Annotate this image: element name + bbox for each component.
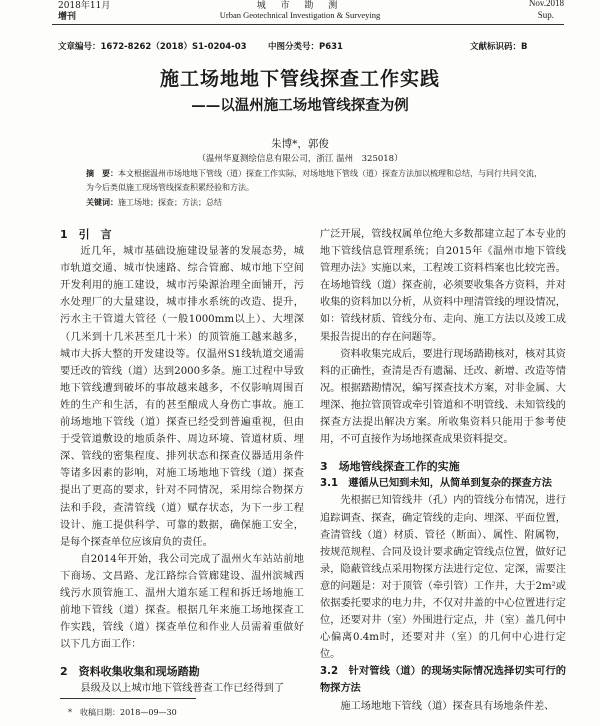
paragraph: 施工场地地下管线（道）探查具有场地条件差、 — [340, 700, 555, 712]
keywords-text: 施工场地；探查；方法；总结 — [118, 198, 222, 207]
abstract — [86, 167, 546, 195]
article-number: 文章编号：1672-8262（2018）S1-0204-03 — [58, 42, 247, 52]
clc-number: 中图分类号：P631 — [268, 42, 343, 52]
authors: 朱博*，郭俊 — [271, 138, 329, 150]
journal-english-title: Urban Geotechnical Investigation & Surveying — [219, 10, 381, 20]
header-date: 2018年11月 — [58, 1, 111, 11]
paragraph: 县级及以上城市地下管线普查工作已经得到了 — [80, 683, 285, 695]
paragraph: 资料收集完成后，要进行现场踏勘核对，核对其资料的正确性，查清是否有遗漏、迁改、新增、改造等情况。根据踏勘情况，编写探查技术方案，对非金属、大埋深、拖拉管顶管或牵引管道和不明管线、未知管线的探查方法提出解决方案。所收集资料只能用于参考使用，不可直接作为场地探查成果资料提交。 — [320, 348, 566, 446]
header-date-en: Nov.2018 — [528, 0, 564, 8]
received-date-footnote: * 收稿日期：2018—09—30 — [68, 708, 177, 717]
abstract-label: 摘 要： — [86, 169, 118, 178]
paragraph: 自2014年开始，我公司完成了温州火车站站前地下商场、文昌路、龙江路综合管廊建设、温州滨城西线污水顶管施工、温州大道东延工程和拆迁场地施工前地下管线（道）探查。根据几年来施工场地探查工作实践，管线（道）探查单位和作业人员需着重做好以下几方面工作： — [60, 553, 304, 651]
keywords-label: 关键词： — [86, 198, 118, 207]
paragraph: 广泛开展，管线权属单位绝大多数都建立起了本专业的地下管线信息管理系统；自2015年《温州市地下管线管理办法》实施以来，工程竣工资料档案也比较完善。在场地管线（道）探查前，必须要收集各方资料，并对收集的资料加以分析，从资料中理清管线的埋设情况，如：管线材质、管线分布、走向、施工方法以及竣工成果报告提出的存在问题等。 — [320, 229, 566, 343]
footnote-rule — [60, 698, 196, 699]
right-column — [320, 226, 566, 715]
keywords — [86, 197, 546, 208]
subsection-3-2-heading: 3.2 针对管线（道）的现场实际情况选择切实可行的物探方法 — [320, 666, 566, 695]
section-3-heading: 3 场地管线探查工作的实施 — [320, 460, 460, 474]
section-1-heading: 1 引 言 — [60, 228, 112, 241]
section-2-heading: 2 资料收集收集和现场踏勘 — [60, 665, 200, 679]
affiliation: （温州华夏测绘信息有限公司，浙江 温州 325018） — [197, 154, 403, 164]
header-rule — [52, 24, 564, 25]
header-issue-en: Sup. — [537, 10, 554, 20]
journal-title: 城 市 勘 测 — [256, 1, 344, 11]
header-issue: 增刊 — [58, 12, 77, 22]
paragraph: 先根据已知管线井（孔）内的管线分布情况，进行追踪调查、探查，确定管线的走向、埋深、平面位置，查清管线（道）材质、管径（断面）、属性、附属物，按规范规程、合同及设计要求确定管线点位置，做好记录，隐蔽管线点采用物探方法进行定位、定深，需要注意的问题是：对于顶管（牵引管）工作井，大于2m²或依据委托要求的电力井，不仅对井盖的中心位置进行定位，还要对井（室）外围进行定点，井（室）盖几何中心偏离0.4m时，还要对井（室）的几何中心进行定位。 — [320, 495, 566, 661]
paper-title: 施工场地地下管线探查工作实践 — [159, 68, 440, 90]
paper-subtitle: ——以温州施工场地管线探查为例 — [191, 97, 409, 114]
abstract-text: 本文根据温州市场地地下管线（道）探查工作实际，对场地地下管线（道）探查方法加以梳理和总结，与同行共同交流，为今后类似施工现场管线探查积累经验和方法。 — [86, 169, 542, 192]
paragraph: 近几年，城市基础设施建设显著的发展态势，城市轨道交通、城市快速路、综合管廊、城市地下空间开发利用的施工建设，城市污染源治理全面铺开，污水处理厂的大量建设，城市排水系统的改造、提升，污水主干管道大管径（一般1000mm以上）、大埋深（几米到十几米甚至几十米）的顶管施工越来越多，城市大拆大整的开发建设等。仅温州S1线轨道交通需要迁改的管线（道）达到2000多条。施工过程中导致地下管线遭到破坏的事故越来越多，不仅影响周围百姓的生产和生活，有的甚至酿成人身伤亡事故。施工前场地地下管线（道）探查已经受到普遍重视，但由于受管道敷设的地质条件、周边环境、管道材质、埋深、管线的密集程度、排列状态和探查仪器适用条件等诸多因素的影响，对施工场地地下管线（道）探查提出了更高的要求，针对不同情况，采用综合物探方法和手段，查清管线（道）赋存状态，为下一步工程设计、施工提供科学、可靠的数据，确保施工安全，是每个探查单位应该肩负的责任。 — [60, 246, 304, 548]
subsection-3-1-heading: 3.1 遵循从已知到未知，从简单到复杂的探查方法 — [320, 478, 552, 490]
document-code: 文献标识码：B — [470, 42, 528, 52]
running-header — [0, 0, 600, 24]
left-column — [60, 226, 304, 698]
